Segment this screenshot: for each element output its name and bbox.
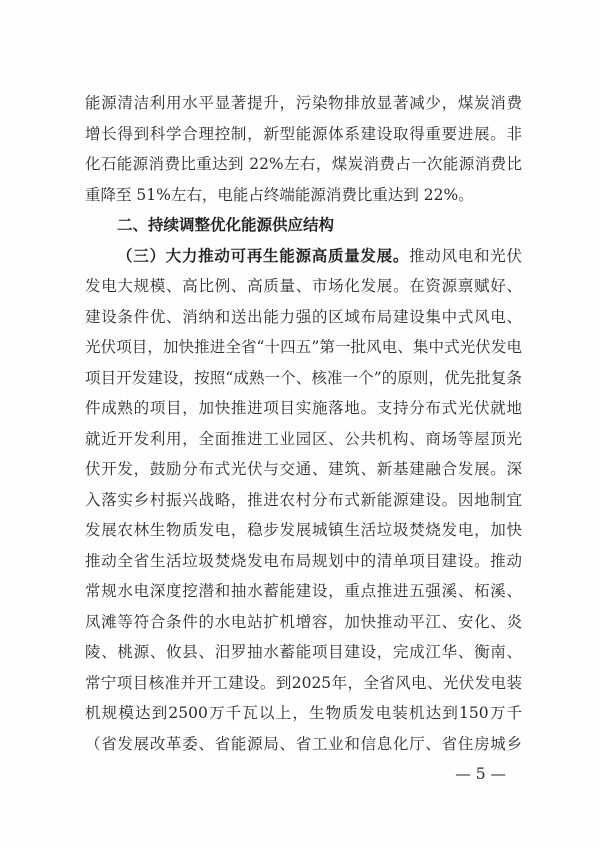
body-text-line: 增长得到科学合理控制，新型能源体系建设取得重要进展。非 [85,124,522,143]
body-text-line: 伏开发，鼓励分布式光伏与交通、建筑、新基建融合发展。深 [85,460,522,478]
body-text-line: 重降至 51%左右，电能占终端能源消费比重达到 22%。 [85,185,474,204]
body-text-line: 就近开发利用，全面推进工业园区、公共机构、商场等屋顶光 [85,429,522,448]
body-text-line: 凤滩等符合条件的水电站扩机增容，加快推动平江、安化、炎 [85,612,522,631]
body-text-line: 推动全省生活垃圾焚烧发电布局规划中的清单项目建设。推动 [85,551,522,570]
page-number: — 5 — [455,765,506,783]
body-text-line: 件成熟的项目，加快推进项目实施落地。支持分布式光伏就地 [85,399,522,417]
body-text-run: 推动风电和光伏 [409,246,522,265]
body-text-line: 常规水电深度挖潜和抽水蓄能建设，重点推进五强溪、柘溪、 [85,582,522,600]
body-text-line: 陵、桃源、攸县、汨罗抽水蓄能项目建设，完成江华、衡南、 [85,643,522,661]
body-text-line: 常宁项目核准并开工建设。到2025年，全省风电、光伏发电装 [85,673,522,692]
subsection-title: （三）大力推动可再生能源高质量发展。 [117,245,410,265]
body-text-line: 机规模达到2500万千瓦以上，生物质发电装机达到150万千 [85,704,522,722]
subsection-first-line [85,241,522,272]
body-text-line: 建设条件优、消纳和送出能力强的区域布局建设集中式风电、 [85,307,522,326]
body-text-line: 发电大规模、高比例、高质量、市场化发展。在资源禀赋好、 [85,277,522,295]
document-body [85,88,522,759]
body-text-line: 入落实乡村振兴战略，推进农村分布式新能源建设。因地制宜 [85,490,522,509]
body-text-line: 项目开发建设，按照“成熟一个、核准一个”的原则，优先批复条 [85,368,522,387]
body-text-line: （省发展改革委、省能源局、省工业和信息化厅、省住房城乡 [85,734,522,753]
body-text-line: 发展农林生物质发电，稳步发展城镇生活垃圾焚烧发电，加快 [85,521,522,539]
section-heading: 二、持续调整优化能源供应结构 [117,216,335,234]
body-text-line: 光伏项目，加快推进全省“十四五”第一批风电、集中式光伏发电 [85,338,522,356]
body-text-line: 能源清洁利用水平显著提升，污染物排放显著减少，煤炭消费 [85,94,522,112]
body-text-line: 化石能源消费比重达到 22%左右，煤炭消费占一次能源消费比 [85,155,522,173]
